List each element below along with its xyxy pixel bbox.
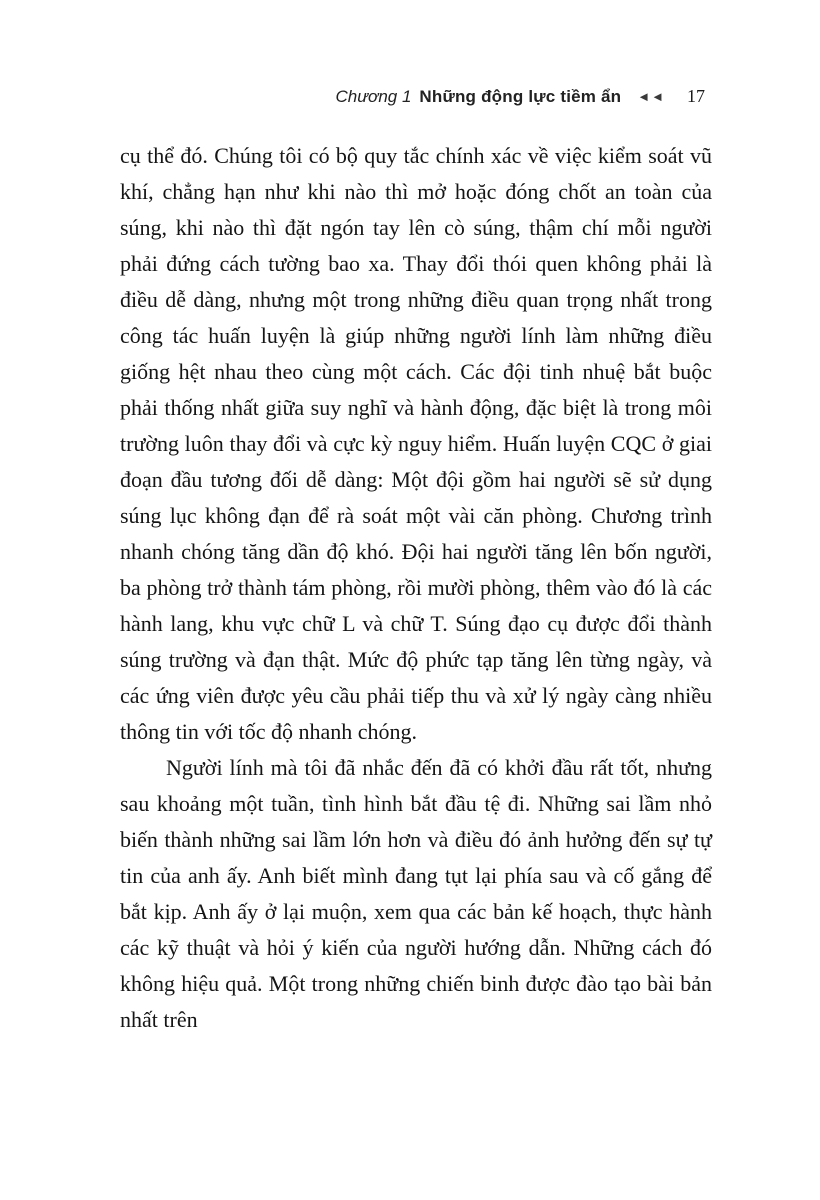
paragraph: Người lính mà tôi đã nhắc đến đã có khởi đầu rất tốt, nhưng sau khoảng một tuần, tình hình bắt đầu tệ đi. Những sai lầm nhỏ biến thành những sai lầm lớn hơn và điều đó ảnh hưởng đến sự tự tin của anh ấy. Anh biết mình đang tụt lại phía sau và cố gắng để bắt kịp. Anh ấy ở lại muộn, xem qua các bản kế hoạch, thực hành các kỹ thuật và hỏi ý kiến của người hướng dẫn. Những cách đó không hiệu quả. Một trong những chiến binh được đào tạo bài bản nhất trên [120, 755, 712, 1032]
page-header [120, 86, 705, 107]
chapter-title: Những động lực tiềm ẩn [419, 87, 622, 106]
paragraph-continuation: cụ thể đó. Chúng tôi có bộ quy tắc chính xác về việc kiểm soát vũ khí, chẳng hạn như khi nào thì mở hoặc đóng chốt an toàn của súng, khi nào thì đặt ngón tay lên cò súng, thậm chí mỗi người phải đứng cách tường bao xa. Thay đổi thói quen không phải là điều dễ dàng, nhưng một trong những điều quan trọng nhất trong công tác huấn luyện là giúp những người lính làm những điều giống hệt nhau theo cùng một cách. Các đội tinh nhuệ bắt buộc phải thống nhất giữa suy nghĩ và hành động, đặc biệt là trong môi trường luôn thay đổi và cực kỳ nguy hiểm. Huấn luyện CQC ở giai đoạn đầu tương đối dễ dàng: Một đội gồm hai người sẽ sử dụng súng lục không đạn để rà soát một vài căn phòng. Chương trình nhanh chóng tăng dần độ khó. Đội hai người tăng lên bốn người, ba phòng trở thành tám phòng, rồi mười phòng, thêm vào đó là các hành lang, khu vực chữ L và chữ T. Súng đạo cụ được đổi thành súng trường và đạn thật. Mức độ phức tạp tăng lên từng ngày, và các ứng viên được yêu cầu phải tiếp thu và xử lý ngày càng nhiều thông tin với tốc độ nhanh chóng. [120, 143, 712, 744]
page-body [120, 138, 712, 1038]
page-number: 17 [687, 86, 705, 106]
chapter-label: Chương 1 [335, 87, 412, 106]
double-left-arrow-icon: ◄◄ [637, 89, 665, 104]
